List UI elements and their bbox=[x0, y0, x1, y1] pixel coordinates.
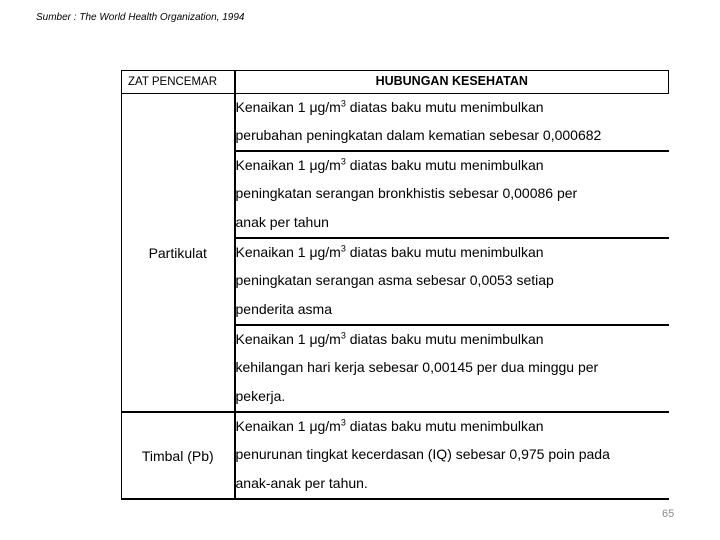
effect-line: peningkatan serangan bronkhistis sebesar 0,00086 per bbox=[235, 185, 578, 201]
pollutant-health-table bbox=[121, 70, 669, 500]
effect-cell bbox=[235, 151, 669, 238]
effect-line: pekerja. bbox=[235, 388, 286, 404]
pollutant-partikulat: Partikulat bbox=[122, 94, 235, 413]
source-caption: Sumber : The World Health Organization, 1994 bbox=[36, 12, 245, 23]
page-number: 65 bbox=[662, 508, 675, 520]
header-zat-pencemar: ZAT PENCEMAR bbox=[122, 71, 235, 94]
table-row bbox=[122, 412, 669, 499]
table-header-row bbox=[122, 71, 669, 94]
effect-lead: Kenaikan 1 $\mu g/m^3$ diatas baku mutu menimbulkan bbox=[235, 243, 544, 260]
effect-cell bbox=[235, 412, 669, 499]
effect-cell bbox=[235, 238, 669, 325]
effect-line: kehilangan hari kerja sebesar 0,00145 per dua minggu per bbox=[235, 359, 599, 375]
header-hubungan-kesehatan: HUBUNGAN KESEHATAN bbox=[235, 71, 669, 94]
effect-line: penderita asma bbox=[235, 301, 333, 317]
effect-line: penurunan tingkat kecerdasan (IQ) sebesar 0,975 poin pada bbox=[235, 446, 610, 462]
effect-cell bbox=[235, 325, 669, 412]
effect-lead: Kenaikan 1 $\mu g/m^3$ diatas baku mutu menimbulkan bbox=[235, 417, 544, 434]
effect-line: anak per tahun bbox=[235, 214, 329, 230]
effect-line: perubahan peningkatan dalam kematian sebesar 0,000682 bbox=[235, 127, 602, 143]
effect-cell bbox=[235, 94, 669, 152]
effect-line: peningkatan serangan asma sebesar 0,0053 setiap bbox=[235, 272, 554, 288]
effect-lead: Kenaikan 1 $\mu g/m^3$ diatas baku mutu menimbulkan bbox=[235, 330, 544, 347]
effect-lead: Kenaikan 1 $\mu g/m^3$ diatas baku mutu menimbulkan bbox=[235, 98, 544, 115]
effect-lead: Kenaikan 1 $\mu g/m^3$ diatas baku mutu menimbulkan bbox=[235, 156, 544, 173]
effect-line: anak-anak per tahun. bbox=[235, 475, 368, 491]
table-row bbox=[122, 94, 669, 152]
pollutant-timbal: Timbal (Pb) bbox=[122, 412, 235, 499]
